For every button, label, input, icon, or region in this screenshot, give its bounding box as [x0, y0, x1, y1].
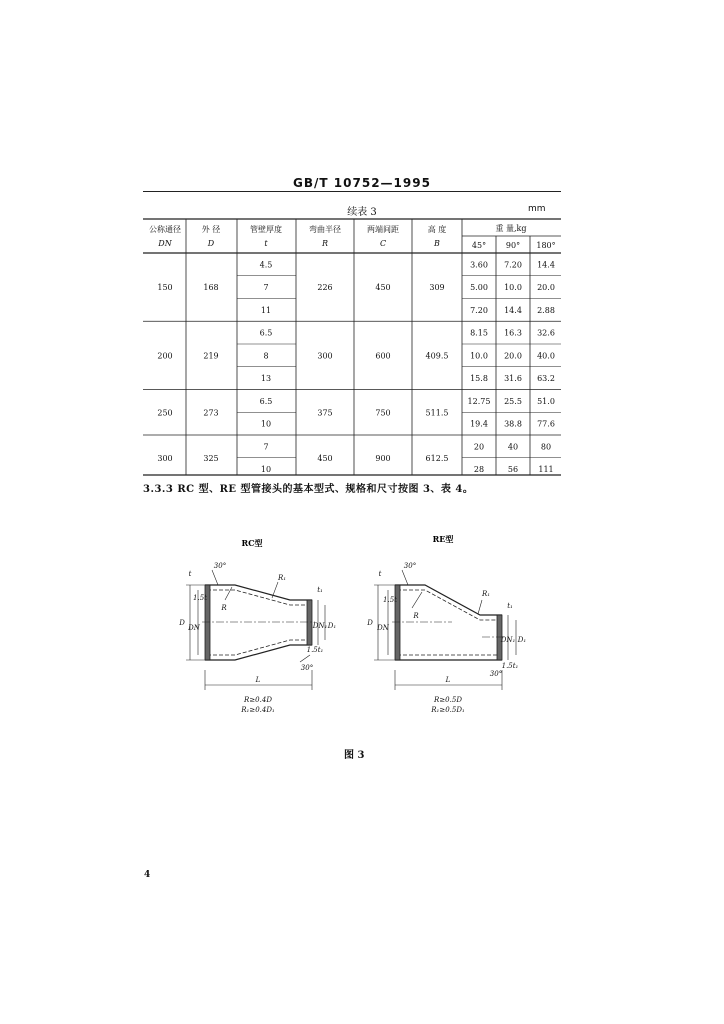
cell-end-distance: 600	[375, 351, 391, 361]
cell-mass-180: 80	[540, 442, 552, 452]
cell-mass-180: 20.0	[537, 283, 555, 293]
rc-d-label: D	[179, 619, 185, 627]
rc-dn1-label: DN₁	[312, 622, 328, 630]
header-dn: 公称通径	[149, 225, 181, 234]
rc-dn-label: DN	[188, 624, 200, 632]
clause-text: 3.3.3 RC 型、RE 型管接头的基本型式、规格和尺寸按图 3、表 4。	[143, 484, 474, 495]
rc-d1-label: D₁	[327, 622, 337, 630]
cell-bend-radius: 450	[317, 453, 333, 463]
cell-mass-90: 56	[507, 465, 519, 475]
re-15t1-label: 1.5t₁	[501, 662, 519, 670]
cell-end-distance: 450	[375, 283, 391, 293]
rc-l-label: L	[255, 676, 261, 684]
header-rule	[143, 191, 561, 192]
rc-note-1: R≥0.4D	[244, 696, 272, 704]
re-angle-label: 30°	[403, 562, 417, 570]
cell-mass-90: 20.0	[504, 351, 522, 361]
cell-wall-thickness: 7	[263, 442, 269, 452]
cell-mass-45: 15.8	[470, 374, 488, 384]
cell-wall-thickness: 7	[263, 283, 269, 293]
cell-mass-180: 77.6	[537, 419, 555, 429]
cell-outer-diameter: 219	[203, 351, 219, 361]
re-note-1: R≥0.5D	[434, 696, 462, 704]
cell-mass-90: 16.3	[504, 328, 522, 338]
cell-dn: 150	[157, 283, 173, 293]
header-45: 45°	[471, 241, 487, 250]
rc-angle-label: 30°	[213, 562, 227, 570]
cell-mass-45: 3.60	[470, 260, 488, 270]
cell-mass-90: 10.0	[504, 283, 522, 293]
cell-mass-90: 40	[507, 442, 519, 452]
cell-wall-thickness: 10	[260, 465, 272, 475]
cell-mass-180: 14.4	[537, 260, 555, 270]
re-t1-label: t₁	[507, 602, 513, 610]
rc-angle2-label: 30°	[300, 664, 314, 672]
cell-mass-45: 7.20	[470, 305, 488, 315]
cell-end-distance: 750	[375, 408, 391, 418]
re-figure	[366, 534, 526, 714]
header-c: 两端间距	[367, 225, 399, 234]
cell-bend-radius: 375	[317, 408, 333, 418]
figure-caption: 图 3	[344, 750, 365, 761]
cell-mass-45: 10.0	[470, 351, 488, 361]
table-caption: 续表 3	[347, 207, 377, 218]
cell-wall-thickness: 13	[260, 374, 272, 384]
table-unit: mm	[528, 204, 546, 214]
cell-height: 612.5	[425, 453, 449, 463]
header-mass: 重 量,kg	[495, 224, 527, 233]
header-b-symbol: B	[434, 239, 440, 248]
cell-outer-diameter: 273	[203, 408, 219, 418]
cell-mass-180: 51.0	[537, 396, 555, 406]
figure-3	[160, 530, 560, 730]
header-dn-symbol: DN	[158, 239, 172, 248]
cell-dn: 250	[157, 408, 173, 418]
header-180: 180°	[536, 241, 556, 250]
header-b: 高 度	[427, 225, 447, 234]
cell-mass-45: 28	[473, 465, 485, 475]
cell-end-distance: 900	[375, 453, 391, 463]
standard-header: GB/T 10752—1995	[293, 176, 431, 190]
re-d1-label: D₁	[517, 636, 527, 644]
header-d-symbol: D	[207, 239, 215, 248]
re-dn-label: DN	[377, 624, 389, 632]
re-angle2-label: 30°	[489, 670, 503, 678]
re-d-label: D	[367, 619, 373, 627]
cell-outer-diameter: 168	[203, 283, 219, 293]
cell-wall-thickness: 6.5	[259, 396, 273, 406]
re-15t-label: 1.5t	[383, 596, 397, 604]
cell-dn: 200	[157, 351, 173, 361]
cell-mass-180: 32.6	[537, 328, 555, 338]
cell-outer-diameter: 325	[203, 453, 219, 463]
cell-bend-radius: 300	[317, 351, 333, 361]
cell-wall-thickness: 11	[260, 305, 272, 315]
cell-mass-180: 111	[538, 465, 554, 475]
cell-mass-90: 31.6	[504, 374, 522, 384]
rc-figure	[178, 538, 336, 714]
re-note-2: R₁≥0.5D₁	[431, 706, 465, 714]
cell-mass-180: 40.0	[537, 351, 555, 361]
rc-t1-label: t₁	[317, 586, 323, 594]
cell-mass-90: 7.20	[504, 260, 522, 270]
header-90: 90°	[505, 241, 521, 250]
data-table	[130, 215, 570, 480]
cell-mass-180: 63.2	[537, 374, 555, 384]
header-t: 管壁厚度	[250, 225, 282, 234]
cell-mass-45: 8.15	[470, 328, 488, 338]
cell-mass-45: 12.75	[467, 396, 491, 406]
header-t-symbol: t	[264, 239, 268, 248]
cell-mass-45: 19.4	[470, 419, 488, 429]
cell-mass-90: 14.4	[504, 305, 522, 315]
rc-t-label: t	[188, 570, 192, 578]
rc-r-label: R	[221, 604, 227, 612]
cell-height: 511.5	[425, 408, 449, 418]
re-r1-label: R₁	[481, 590, 491, 598]
cell-mass-180: 2.88	[537, 305, 555, 315]
header-c-symbol: C	[379, 239, 387, 248]
rc-note-2: R₁≥0.4D₁	[241, 706, 275, 714]
re-r-label: R	[413, 612, 419, 620]
rc-title: RC型	[241, 538, 263, 548]
cell-mass-90: 38.8	[504, 419, 522, 429]
rc-lower-outline	[205, 645, 312, 660]
cell-bend-radius: 226	[317, 283, 333, 293]
re-dn1-label: DN₁	[500, 636, 516, 644]
cell-dn: 300	[157, 453, 173, 463]
cell-height: 409.5	[425, 351, 449, 361]
cell-wall-thickness: 8	[263, 351, 269, 361]
header-d: 外 径	[201, 225, 221, 234]
cell-wall-thickness: 6.5	[259, 328, 273, 338]
re-t-label: t	[378, 570, 382, 578]
cell-mass-90: 25.5	[504, 396, 522, 406]
cell-wall-thickness: 4.5	[259, 260, 273, 270]
cell-mass-45: 20	[473, 442, 485, 452]
header-r-symbol: R	[321, 239, 329, 248]
rc-15t-label: 1.5t	[193, 594, 207, 602]
rc-15t1-label: 1.5t₁	[306, 646, 324, 654]
cell-height: 309	[429, 283, 445, 293]
cell-mass-45: 5.00	[470, 283, 488, 293]
rc-upper-outline	[205, 585, 312, 600]
header-r: 弯曲半径	[309, 225, 341, 234]
re-title: RE型	[432, 534, 454, 544]
page-number: 4	[144, 870, 151, 880]
cell-wall-thickness: 10	[260, 419, 272, 429]
rc-r1-label: R₁	[277, 574, 287, 582]
re-l-label: L	[445, 676, 451, 684]
